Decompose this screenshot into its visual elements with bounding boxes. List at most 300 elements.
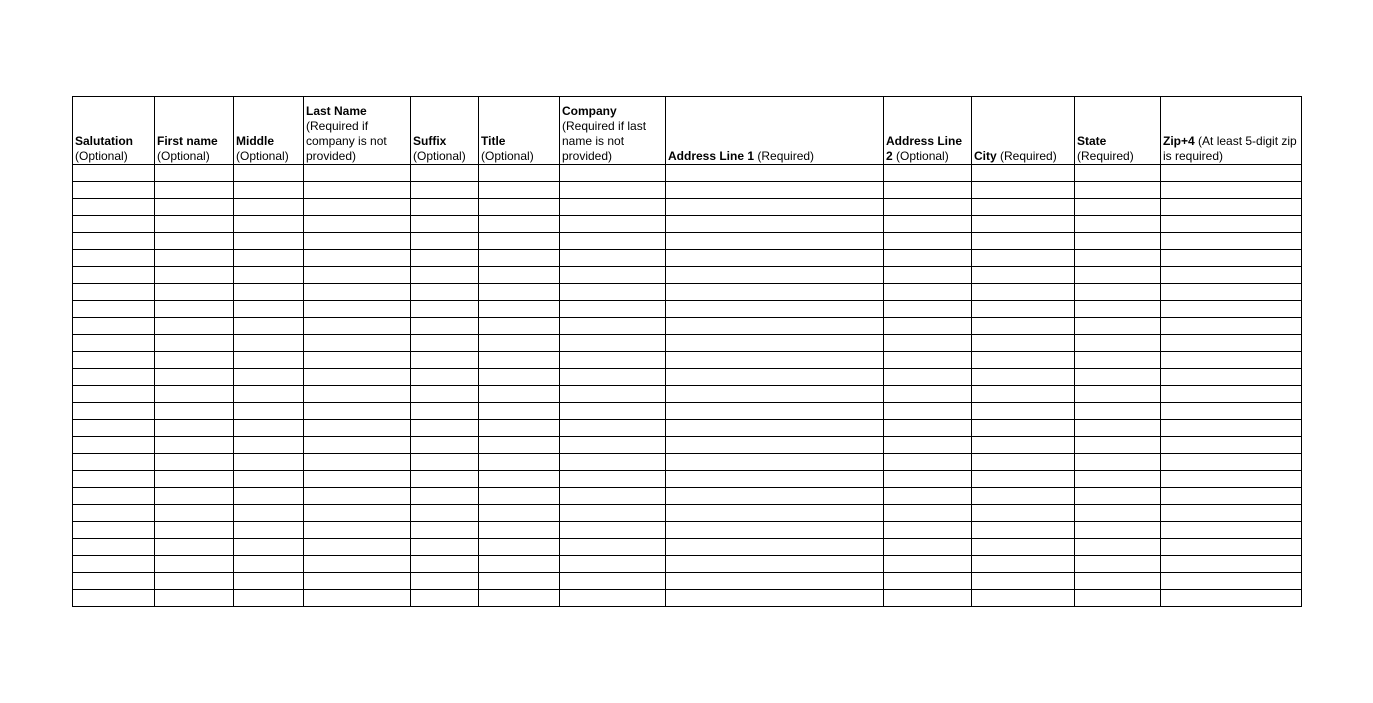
entry-cell[interactable] — [666, 250, 884, 267]
entry-cell[interactable] — [1161, 182, 1302, 199]
entry-cell[interactable] — [560, 199, 666, 216]
entry-cell[interactable] — [155, 267, 234, 284]
entry-cell[interactable] — [1161, 199, 1302, 216]
entry-cell[interactable] — [73, 505, 155, 522]
entry-cell[interactable] — [155, 488, 234, 505]
entry-cell[interactable] — [884, 573, 972, 590]
entry-cell[interactable] — [73, 539, 155, 556]
entry-cell[interactable] — [304, 216, 411, 233]
entry-cell[interactable] — [666, 284, 884, 301]
entry-cell[interactable] — [972, 216, 1075, 233]
entry-cell[interactable] — [884, 488, 972, 505]
entry-cell[interactable] — [411, 216, 479, 233]
entry-cell[interactable] — [234, 403, 304, 420]
entry-cell[interactable] — [155, 199, 234, 216]
entry-cell[interactable] — [1075, 454, 1161, 471]
entry-cell[interactable] — [884, 420, 972, 437]
entry-cell[interactable] — [155, 437, 234, 454]
entry-cell[interactable] — [411, 556, 479, 573]
entry-cell[interactable] — [1075, 233, 1161, 250]
entry-cell[interactable] — [884, 471, 972, 488]
entry-cell[interactable] — [666, 573, 884, 590]
entry-cell[interactable] — [411, 386, 479, 403]
entry-cell[interactable] — [560, 352, 666, 369]
entry-cell[interactable] — [479, 250, 560, 267]
entry-cell[interactable] — [479, 403, 560, 420]
entry-cell[interactable] — [155, 420, 234, 437]
entry-cell[interactable] — [411, 250, 479, 267]
entry-cell[interactable] — [1161, 301, 1302, 318]
entry-cell[interactable] — [560, 454, 666, 471]
entry-cell[interactable] — [1161, 403, 1302, 420]
entry-cell[interactable] — [666, 403, 884, 420]
entry-cell[interactable] — [411, 233, 479, 250]
entry-cell[interactable] — [972, 488, 1075, 505]
entry-cell[interactable] — [411, 318, 479, 335]
entry-cell[interactable] — [560, 284, 666, 301]
entry-cell[interactable] — [155, 403, 234, 420]
entry-cell[interactable] — [884, 182, 972, 199]
entry-cell[interactable] — [560, 522, 666, 539]
entry-cell[interactable] — [1161, 369, 1302, 386]
entry-cell[interactable] — [972, 199, 1075, 216]
entry-cell[interactable] — [1161, 488, 1302, 505]
entry-cell[interactable] — [73, 454, 155, 471]
entry-cell[interactable] — [411, 199, 479, 216]
entry-cell[interactable] — [1161, 284, 1302, 301]
entry-cell[interactable] — [1075, 284, 1161, 301]
entry-cell[interactable] — [972, 267, 1075, 284]
entry-cell[interactable] — [666, 471, 884, 488]
entry-cell[interactable] — [560, 216, 666, 233]
entry-cell[interactable] — [666, 505, 884, 522]
entry-cell[interactable] — [234, 556, 304, 573]
entry-cell[interactable] — [304, 165, 411, 182]
entry-cell[interactable] — [155, 386, 234, 403]
entry-cell[interactable] — [155, 233, 234, 250]
entry-cell[interactable] — [1075, 437, 1161, 454]
entry-cell[interactable] — [234, 267, 304, 284]
entry-cell[interactable] — [1075, 403, 1161, 420]
entry-cell[interactable] — [666, 216, 884, 233]
entry-cell[interactable] — [666, 352, 884, 369]
entry-cell[interactable] — [972, 539, 1075, 556]
entry-cell[interactable] — [304, 488, 411, 505]
entry-cell[interactable] — [1075, 216, 1161, 233]
entry-cell[interactable] — [560, 437, 666, 454]
entry-cell[interactable] — [972, 301, 1075, 318]
entry-cell[interactable] — [560, 488, 666, 505]
entry-cell[interactable] — [304, 318, 411, 335]
entry-cell[interactable] — [234, 199, 304, 216]
entry-cell[interactable] — [479, 233, 560, 250]
entry-cell[interactable] — [1075, 352, 1161, 369]
entry-cell[interactable] — [304, 539, 411, 556]
entry-cell[interactable] — [73, 573, 155, 590]
entry-cell[interactable] — [234, 301, 304, 318]
entry-cell[interactable] — [1161, 165, 1302, 182]
entry-cell[interactable] — [304, 403, 411, 420]
entry-cell[interactable] — [972, 318, 1075, 335]
entry-cell[interactable] — [479, 199, 560, 216]
entry-cell[interactable] — [479, 539, 560, 556]
entry-cell[interactable] — [155, 318, 234, 335]
entry-cell[interactable] — [411, 403, 479, 420]
entry-cell[interactable] — [155, 573, 234, 590]
entry-cell[interactable] — [560, 182, 666, 199]
entry-cell[interactable] — [972, 335, 1075, 352]
entry-cell[interactable] — [73, 437, 155, 454]
entry-cell[interactable] — [304, 590, 411, 607]
entry-cell[interactable] — [1075, 369, 1161, 386]
entry-cell[interactable] — [560, 318, 666, 335]
entry-cell[interactable] — [304, 301, 411, 318]
entry-cell[interactable] — [479, 505, 560, 522]
entry-cell[interactable] — [155, 590, 234, 607]
entry-cell[interactable] — [884, 335, 972, 352]
entry-cell[interactable] — [1075, 182, 1161, 199]
entry-cell[interactable] — [479, 284, 560, 301]
entry-cell[interactable] — [560, 403, 666, 420]
entry-cell[interactable] — [1075, 335, 1161, 352]
entry-cell[interactable] — [304, 437, 411, 454]
entry-cell[interactable] — [304, 522, 411, 539]
entry-cell[interactable] — [666, 539, 884, 556]
entry-cell[interactable] — [560, 505, 666, 522]
entry-cell[interactable] — [1161, 352, 1302, 369]
entry-cell[interactable] — [234, 335, 304, 352]
entry-cell[interactable] — [479, 420, 560, 437]
entry-cell[interactable] — [73, 522, 155, 539]
entry-cell[interactable] — [304, 284, 411, 301]
entry-cell[interactable] — [73, 199, 155, 216]
entry-cell[interactable] — [1075, 318, 1161, 335]
entry-cell[interactable] — [304, 386, 411, 403]
entry-cell[interactable] — [560, 301, 666, 318]
entry-cell[interactable] — [73, 182, 155, 199]
entry-cell[interactable] — [884, 437, 972, 454]
entry-cell[interactable] — [155, 471, 234, 488]
entry-cell[interactable] — [411, 505, 479, 522]
entry-cell[interactable] — [884, 454, 972, 471]
entry-cell[interactable] — [479, 488, 560, 505]
entry-cell[interactable] — [234, 182, 304, 199]
entry-cell[interactable] — [73, 233, 155, 250]
entry-cell[interactable] — [155, 556, 234, 573]
entry-cell[interactable] — [73, 318, 155, 335]
entry-cell[interactable] — [1161, 556, 1302, 573]
entry-cell[interactable] — [234, 318, 304, 335]
entry-cell[interactable] — [1161, 505, 1302, 522]
entry-cell[interactable] — [304, 556, 411, 573]
entry-cell[interactable] — [884, 233, 972, 250]
entry-cell[interactable] — [560, 539, 666, 556]
entry-cell[interactable] — [666, 590, 884, 607]
entry-cell[interactable] — [1161, 233, 1302, 250]
entry-cell[interactable] — [479, 454, 560, 471]
entry-cell[interactable] — [73, 250, 155, 267]
entry-cell[interactable] — [1161, 522, 1302, 539]
entry-cell[interactable] — [234, 233, 304, 250]
entry-cell[interactable] — [1075, 420, 1161, 437]
entry-cell[interactable] — [304, 335, 411, 352]
entry-cell[interactable] — [234, 386, 304, 403]
entry-cell[interactable] — [411, 301, 479, 318]
entry-cell[interactable] — [234, 369, 304, 386]
entry-cell[interactable] — [155, 352, 234, 369]
entry-cell[interactable] — [155, 165, 234, 182]
entry-cell[interactable] — [479, 318, 560, 335]
entry-cell[interactable] — [73, 165, 155, 182]
entry-cell[interactable] — [479, 386, 560, 403]
entry-cell[interactable] — [479, 267, 560, 284]
entry-cell[interactable] — [234, 352, 304, 369]
entry-cell[interactable] — [1075, 488, 1161, 505]
entry-cell[interactable] — [479, 216, 560, 233]
entry-cell[interactable] — [411, 488, 479, 505]
entry-cell[interactable] — [884, 216, 972, 233]
entry-cell[interactable] — [234, 437, 304, 454]
entry-cell[interactable] — [884, 301, 972, 318]
entry-cell[interactable] — [479, 165, 560, 182]
entry-cell[interactable] — [972, 454, 1075, 471]
entry-cell[interactable] — [884, 199, 972, 216]
entry-cell[interactable] — [666, 488, 884, 505]
entry-cell[interactable] — [884, 250, 972, 267]
entry-cell[interactable] — [479, 573, 560, 590]
entry-cell[interactable] — [666, 182, 884, 199]
entry-cell[interactable] — [479, 369, 560, 386]
entry-cell[interactable] — [666, 386, 884, 403]
entry-cell[interactable] — [666, 301, 884, 318]
entry-cell[interactable] — [560, 573, 666, 590]
entry-cell[interactable] — [972, 437, 1075, 454]
entry-cell[interactable] — [666, 267, 884, 284]
entry-cell[interactable] — [73, 590, 155, 607]
entry-cell[interactable] — [1075, 250, 1161, 267]
entry-cell[interactable] — [411, 590, 479, 607]
entry-cell[interactable] — [972, 590, 1075, 607]
entry-cell[interactable] — [1075, 386, 1161, 403]
entry-cell[interactable] — [972, 369, 1075, 386]
entry-cell[interactable] — [666, 454, 884, 471]
entry-cell[interactable] — [884, 318, 972, 335]
entry-cell[interactable] — [73, 352, 155, 369]
entry-cell[interactable] — [155, 369, 234, 386]
entry-cell[interactable] — [479, 522, 560, 539]
entry-cell[interactable] — [411, 539, 479, 556]
entry-cell[interactable] — [411, 352, 479, 369]
entry-cell[interactable] — [972, 182, 1075, 199]
entry-cell[interactable] — [884, 267, 972, 284]
entry-cell[interactable] — [560, 233, 666, 250]
entry-cell[interactable] — [972, 284, 1075, 301]
entry-cell[interactable] — [972, 573, 1075, 590]
entry-cell[interactable] — [411, 522, 479, 539]
entry-cell[interactable] — [304, 505, 411, 522]
entry-cell[interactable] — [411, 369, 479, 386]
entry-cell[interactable] — [411, 165, 479, 182]
entry-cell[interactable] — [411, 420, 479, 437]
entry-cell[interactable] — [1075, 165, 1161, 182]
entry-cell[interactable] — [560, 420, 666, 437]
entry-cell[interactable] — [73, 301, 155, 318]
entry-cell[interactable] — [666, 420, 884, 437]
entry-cell[interactable] — [560, 386, 666, 403]
entry-cell[interactable] — [1161, 267, 1302, 284]
entry-cell[interactable] — [304, 454, 411, 471]
entry-cell[interactable] — [1161, 318, 1302, 335]
entry-cell[interactable] — [411, 284, 479, 301]
entry-cell[interactable] — [304, 573, 411, 590]
entry-cell[interactable] — [1161, 590, 1302, 607]
entry-cell[interactable] — [234, 454, 304, 471]
entry-cell[interactable] — [155, 250, 234, 267]
entry-cell[interactable] — [73, 216, 155, 233]
entry-cell[interactable] — [666, 165, 884, 182]
entry-cell[interactable] — [972, 471, 1075, 488]
entry-cell[interactable] — [234, 488, 304, 505]
entry-cell[interactable] — [884, 556, 972, 573]
entry-cell[interactable] — [972, 505, 1075, 522]
entry-cell[interactable] — [73, 420, 155, 437]
entry-cell[interactable] — [1161, 386, 1302, 403]
entry-cell[interactable] — [304, 250, 411, 267]
entry-cell[interactable] — [73, 369, 155, 386]
entry-cell[interactable] — [155, 505, 234, 522]
entry-cell[interactable] — [234, 590, 304, 607]
entry-cell[interactable] — [560, 267, 666, 284]
entry-cell[interactable] — [666, 233, 884, 250]
entry-cell[interactable] — [666, 335, 884, 352]
entry-cell[interactable] — [411, 454, 479, 471]
entry-cell[interactable] — [304, 471, 411, 488]
entry-cell[interactable] — [666, 437, 884, 454]
entry-cell[interactable] — [1161, 437, 1302, 454]
entry-cell[interactable] — [884, 352, 972, 369]
entry-cell[interactable] — [884, 505, 972, 522]
entry-cell[interactable] — [1161, 454, 1302, 471]
entry-cell[interactable] — [972, 165, 1075, 182]
entry-cell[interactable] — [560, 335, 666, 352]
entry-cell[interactable] — [155, 539, 234, 556]
entry-cell[interactable] — [1161, 335, 1302, 352]
entry-cell[interactable] — [972, 522, 1075, 539]
entry-cell[interactable] — [1075, 522, 1161, 539]
entry-cell[interactable] — [1075, 267, 1161, 284]
entry-cell[interactable] — [411, 335, 479, 352]
entry-cell[interactable] — [155, 454, 234, 471]
entry-cell[interactable] — [234, 573, 304, 590]
entry-cell[interactable] — [666, 369, 884, 386]
entry-cell[interactable] — [560, 165, 666, 182]
entry-cell[interactable] — [972, 403, 1075, 420]
entry-cell[interactable] — [304, 369, 411, 386]
entry-cell[interactable] — [972, 250, 1075, 267]
entry-cell[interactable] — [234, 505, 304, 522]
entry-cell[interactable] — [1075, 199, 1161, 216]
entry-cell[interactable] — [1075, 539, 1161, 556]
entry-cell[interactable] — [560, 590, 666, 607]
entry-cell[interactable] — [234, 539, 304, 556]
entry-cell[interactable] — [479, 352, 560, 369]
entry-cell[interactable] — [411, 437, 479, 454]
entry-cell[interactable] — [155, 301, 234, 318]
entry-cell[interactable] — [560, 250, 666, 267]
entry-cell[interactable] — [73, 335, 155, 352]
entry-cell[interactable] — [155, 182, 234, 199]
entry-cell[interactable] — [1161, 216, 1302, 233]
entry-cell[interactable] — [1161, 573, 1302, 590]
entry-cell[interactable] — [234, 471, 304, 488]
entry-cell[interactable] — [884, 165, 972, 182]
entry-cell[interactable] — [884, 369, 972, 386]
entry-cell[interactable] — [1075, 471, 1161, 488]
entry-cell[interactable] — [972, 420, 1075, 437]
entry-cell[interactable] — [304, 420, 411, 437]
entry-cell[interactable] — [479, 182, 560, 199]
entry-cell[interactable] — [234, 284, 304, 301]
entry-cell[interactable] — [884, 386, 972, 403]
entry-cell[interactable] — [73, 488, 155, 505]
entry-cell[interactable] — [234, 420, 304, 437]
entry-cell[interactable] — [234, 165, 304, 182]
entry-cell[interactable] — [560, 369, 666, 386]
entry-cell[interactable] — [972, 233, 1075, 250]
entry-cell[interactable] — [155, 522, 234, 539]
entry-cell[interactable] — [155, 335, 234, 352]
entry-cell[interactable] — [479, 590, 560, 607]
entry-cell[interactable] — [1161, 250, 1302, 267]
entry-cell[interactable] — [73, 403, 155, 420]
entry-cell[interactable] — [155, 284, 234, 301]
entry-cell[interactable] — [884, 284, 972, 301]
entry-cell[interactable] — [884, 403, 972, 420]
entry-cell[interactable] — [1161, 539, 1302, 556]
entry-cell[interactable] — [479, 471, 560, 488]
entry-cell[interactable] — [411, 573, 479, 590]
entry-cell[interactable] — [560, 471, 666, 488]
entry-cell[interactable] — [884, 590, 972, 607]
entry-cell[interactable] — [304, 233, 411, 250]
entry-cell[interactable] — [73, 386, 155, 403]
entry-cell[interactable] — [666, 522, 884, 539]
entry-cell[interactable] — [1075, 301, 1161, 318]
entry-cell[interactable] — [1075, 556, 1161, 573]
entry-cell[interactable] — [884, 522, 972, 539]
entry-cell[interactable] — [972, 556, 1075, 573]
entry-cell[interactable] — [411, 267, 479, 284]
entry-cell[interactable] — [1075, 573, 1161, 590]
entry-cell[interactable] — [479, 556, 560, 573]
entry-cell[interactable] — [666, 556, 884, 573]
entry-cell[interactable] — [884, 539, 972, 556]
entry-cell[interactable] — [73, 267, 155, 284]
entry-cell[interactable] — [304, 182, 411, 199]
entry-cell[interactable] — [411, 182, 479, 199]
entry-cell[interactable] — [666, 318, 884, 335]
entry-cell[interactable] — [1161, 420, 1302, 437]
entry-cell[interactable] — [560, 556, 666, 573]
entry-cell[interactable] — [972, 352, 1075, 369]
entry-cell[interactable] — [479, 437, 560, 454]
entry-cell[interactable] — [479, 335, 560, 352]
entry-cell[interactable] — [73, 556, 155, 573]
entry-cell[interactable] — [155, 216, 234, 233]
entry-cell[interactable] — [304, 352, 411, 369]
entry-cell[interactable] — [972, 386, 1075, 403]
entry-cell[interactable] — [1075, 505, 1161, 522]
